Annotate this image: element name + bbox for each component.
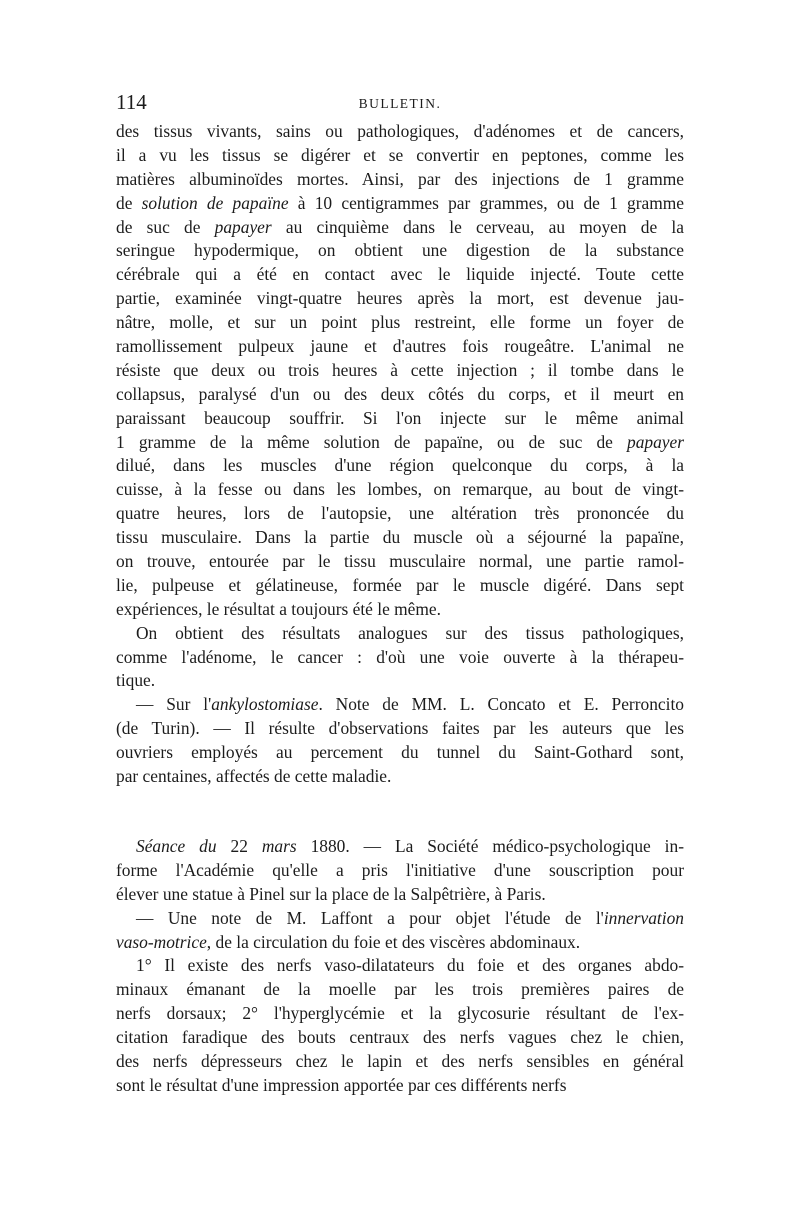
text-line: On obtient des résultats analogues sur des tissus pathologiques,	[136, 622, 684, 643]
text-line: — Sur l'ankylostomiase. Note de MM. L. Concato et E. Perroncito	[136, 694, 684, 715]
italic-text: innervation	[603, 907, 684, 928]
text-line: collapsus, paralysé d'un ou des deux côtés du corps, et il meurt en	[116, 383, 684, 404]
article-body	[116, 120, 684, 1098]
text-line: vaso-motrice, de la circulation du foie et des viscères abdominaux.	[116, 931, 581, 952]
page-header	[0, 90, 800, 120]
text-line: lie, pulpeuse et gélatineuse, formée par le muscle digéré. Dans sept	[116, 574, 684, 595]
text-line: minaux émanant de la moelle par les trois premières paires de	[116, 979, 684, 1000]
text-line: élever une statue à Pinel sur la place de la Salpêtrière, à Paris.	[116, 883, 546, 904]
italic-text: mars	[261, 835, 297, 856]
italic-text: ankylostomiase	[211, 694, 319, 715]
text-line: cérébrale qui a été en contact avec le liquide injecté. Toute cette	[116, 264, 684, 285]
italic-text: Séance du	[136, 835, 217, 856]
text-line: matières albuminoïdes mortes. Ainsi, par des injections de 1 gramme	[116, 168, 684, 189]
text-line: 1 gramme de la même solution de papaïne, ou de suc de papayer	[116, 431, 684, 452]
italic-text: vaso-motrice	[116, 931, 207, 952]
text-line: paraissant beaucoup souffrir. Si l'on injecte sur le même animal	[116, 407, 684, 428]
text-line: des tissus vivants, sains ou pathologiques, d'adénomes et de cancers,	[116, 121, 684, 141]
text-line: tique.	[116, 670, 156, 691]
text-line: de solution de papaïne à 10 centigrammes par grammes, ou de 1 gramme	[116, 192, 684, 213]
text-line: expériences, le résultat a toujours été le même.	[116, 598, 441, 619]
paragraph	[116, 120, 684, 622]
text-line: — Une note de M. Laffont a pour objet l'étude de l'innervation	[136, 907, 684, 928]
text-line: des nerfs dépresseurs chez le lapin et des nerfs sensibles en général	[116, 1050, 684, 1071]
paragraph	[116, 907, 684, 955]
text-line: sont le résultat d'une impression apportée par ces différents nerfs	[116, 1074, 567, 1095]
paragraph	[116, 693, 684, 789]
text-line: par centaines, affectés de cette maladie.	[116, 766, 392, 787]
text-line: partie, examinée vingt-quatre heures après la mort, est devenue jau-	[116, 288, 684, 309]
text-line: citation faradique des bouts centraux des nerfs vagues chez le chien,	[116, 1027, 684, 1048]
text-line: Séance du 22 mars 1880. — La Société médico-psychologique in-	[136, 835, 685, 856]
italic-text: papayer	[214, 216, 272, 237]
running-title: BULLETIN.	[358, 96, 442, 111]
text-line: nerfs dorsaux; 2° l'hyperglycémie et la glycosurie résultant de l'ex-	[116, 1003, 684, 1024]
paragraph	[116, 954, 684, 1097]
text-line: cuisse, à la fesse ou dans les lombes, on remarque, au bout de vingt-	[116, 479, 684, 500]
text-line: 1° Il existe des nerfs vaso-dilatateurs du foie et des organes abdo-	[136, 955, 684, 976]
section-gap	[116, 789, 684, 835]
page-number: 114	[116, 90, 147, 114]
text-line: (de Turin). — Il résulte d'observations faites par les auteurs que les	[116, 718, 684, 739]
text-line: résiste que deux ou trois heures à cette injection ; il tombe dans le	[116, 359, 684, 380]
text-line: il a vu les tissus se digérer et se convertir en peptones, comme les	[116, 144, 684, 165]
text-line: de suc de papayer au cinquième dans le cerveau, au moyen de la	[116, 216, 684, 237]
text-line: ramollissement pulpeux jaune et d'autres fois rougeâtre. L'animal ne	[116, 336, 684, 357]
text-line: seringue hypodermique, on obtient une digestion de la substance	[116, 240, 684, 261]
italic-text: papayer	[627, 431, 684, 452]
paragraph	[116, 622, 684, 694]
text-line: quatre heures, lors de l'autopsie, une altération très prononcée du	[116, 503, 684, 524]
paragraph	[116, 835, 684, 907]
text-line: dilué, dans les muscles d'une région quelconque du corps, à la	[116, 455, 684, 476]
text-line: on trouve, entourée par le tissu musculaire normal, une partie ramol-	[116, 551, 684, 572]
text-line: tissu musculaire. Dans la partie du muscle où a séjourné la papaïne,	[116, 527, 684, 548]
text-line: forme l'Académie qu'elle a pris l'initiative d'une souscription pour	[116, 859, 684, 880]
text-line: nâtre, molle, et sur un point plus restreint, elle forme un foyer de	[116, 312, 684, 333]
italic-text: solution de papaïne	[141, 192, 289, 213]
text-line: ouvriers employés au percement du tunnel du Saint-Gothard sont,	[116, 742, 684, 763]
text-line: comme l'adénome, le cancer : d'où une voie ouverte à la thérapeu-	[116, 646, 684, 667]
